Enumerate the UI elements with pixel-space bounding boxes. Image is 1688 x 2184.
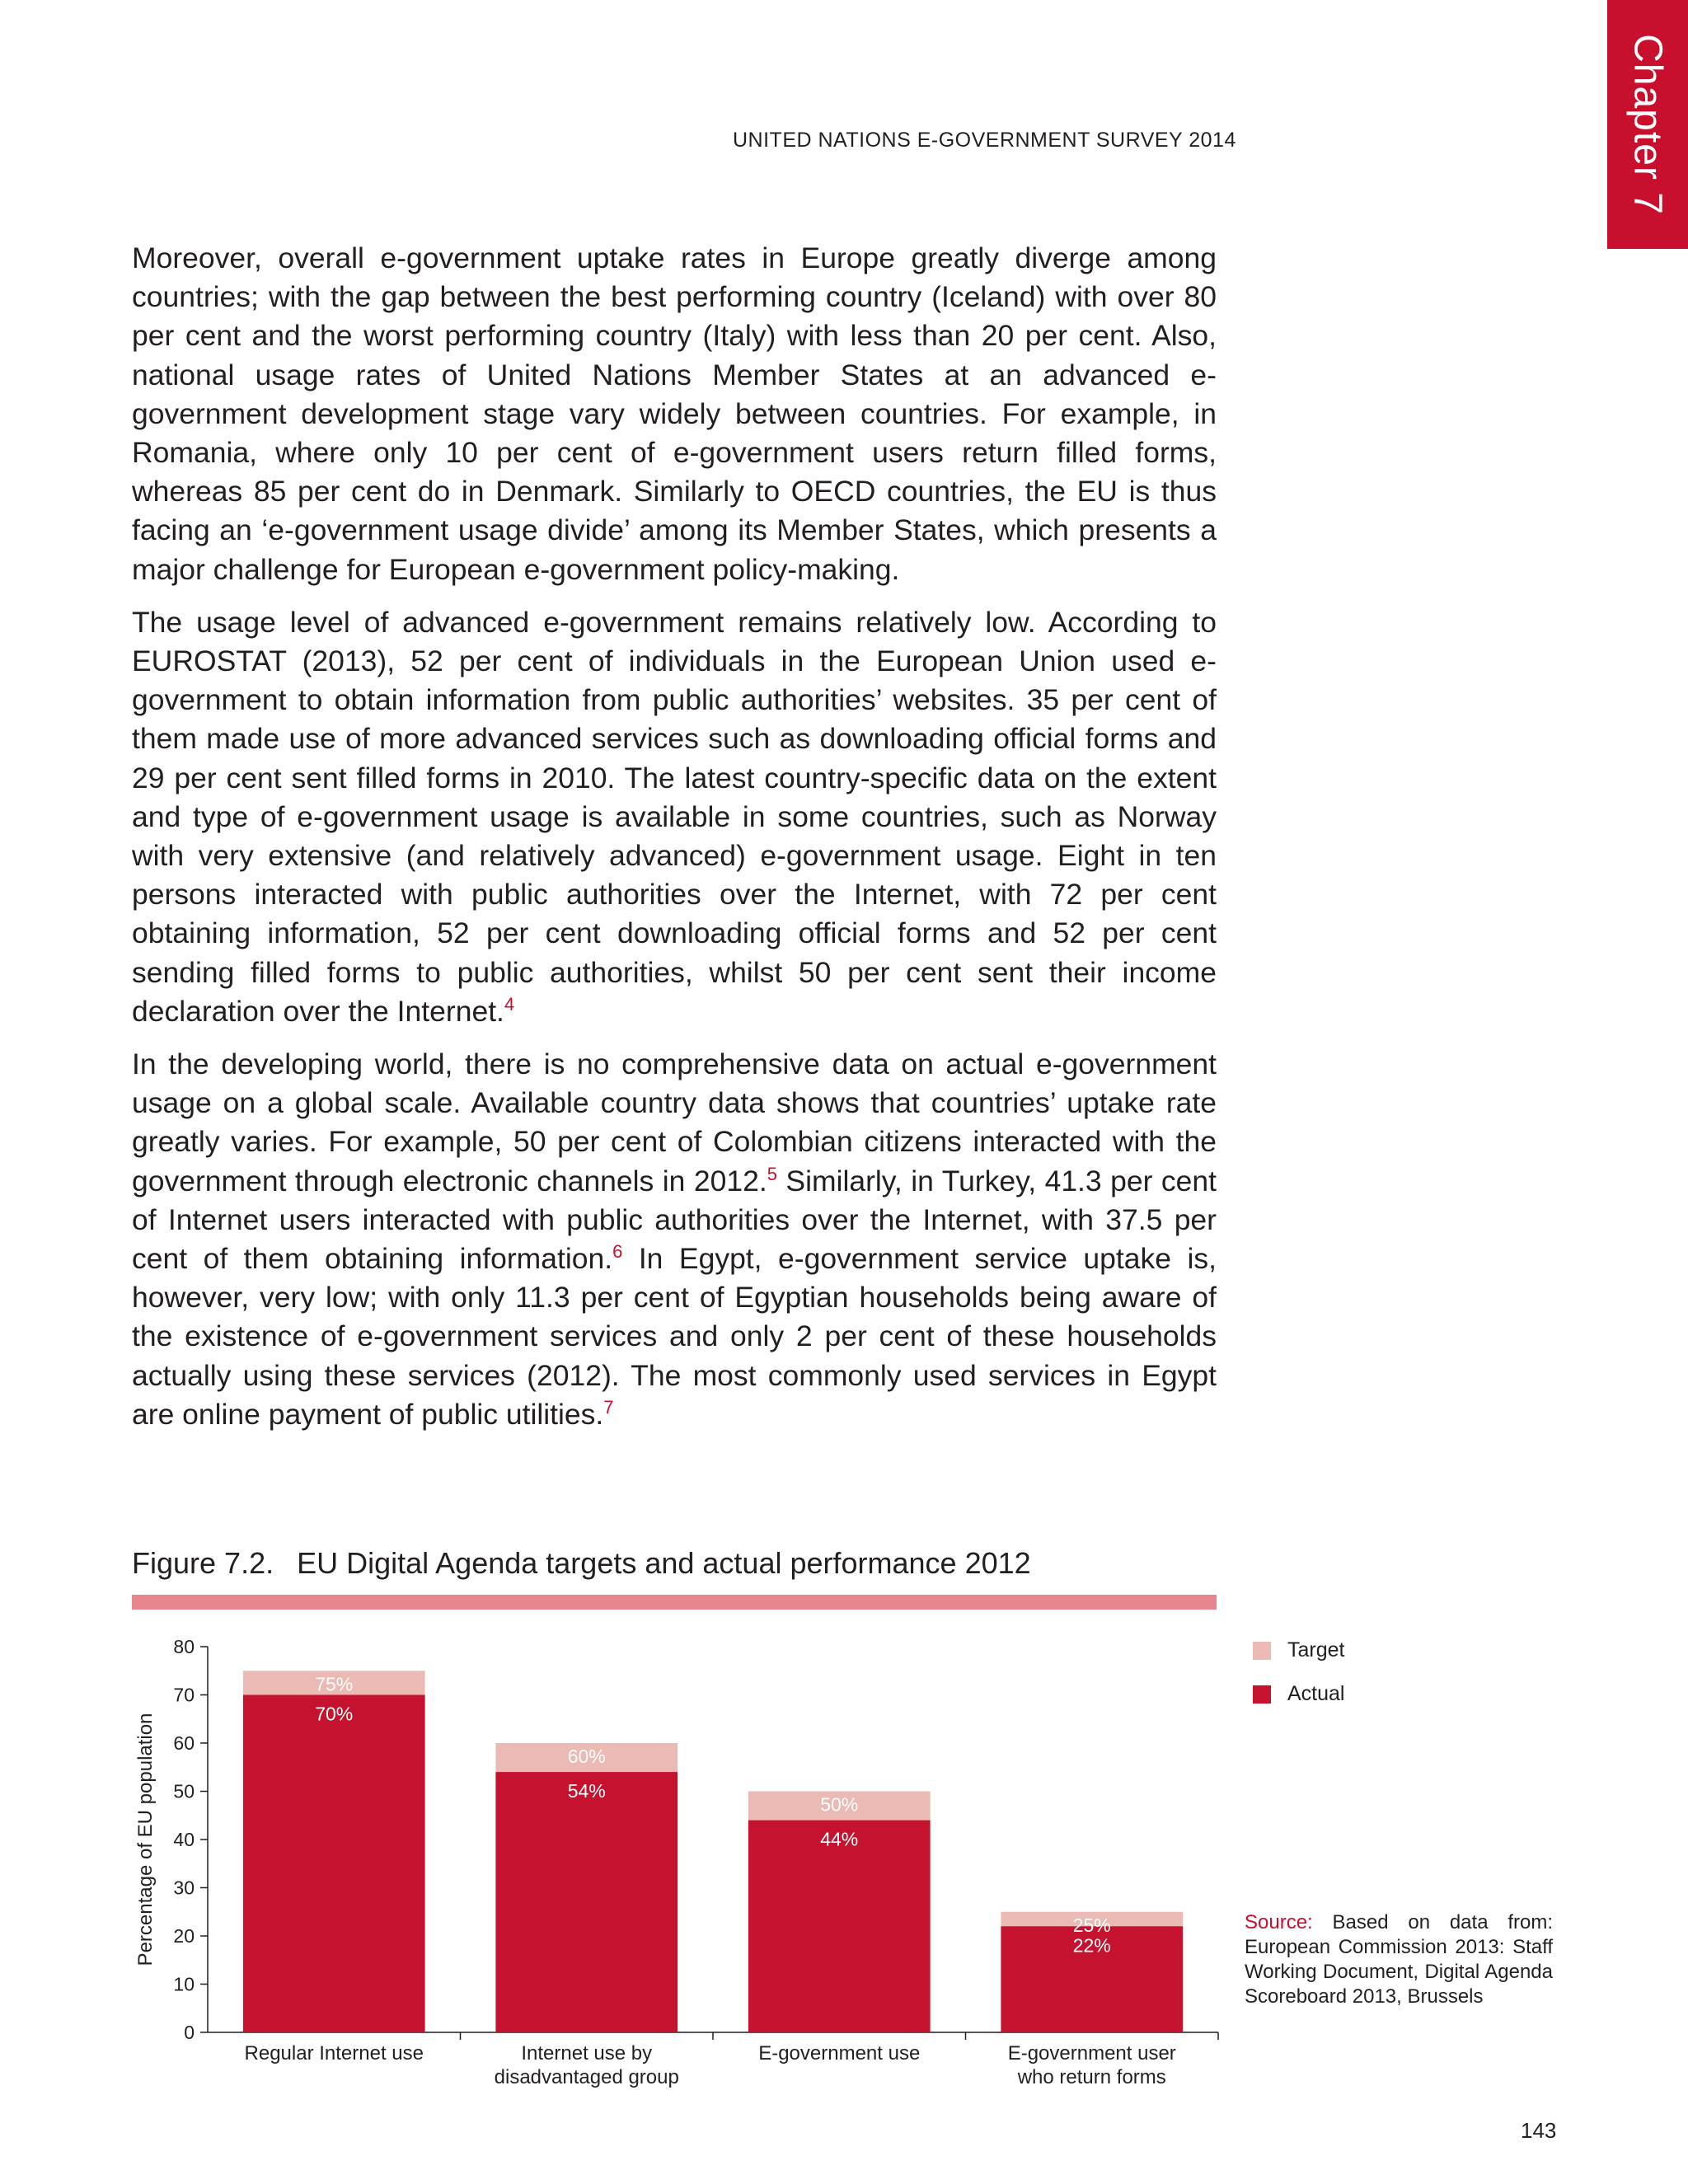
chapter-tab (1607, 0, 1688, 249)
footnote-ref-6: 6 (612, 1241, 623, 1263)
data-label-actual: 54% (567, 1780, 606, 1802)
chart-legend (1253, 1629, 1344, 1716)
paragraph-2 (132, 603, 1217, 1031)
legend-swatch (1253, 1642, 1271, 1660)
body-text (132, 239, 1217, 1448)
footnote-ref-5: 5 (767, 1163, 777, 1184)
x-tick-label: E-government use (758, 2042, 921, 2064)
data-label-target: 75% (315, 1673, 354, 1695)
y-tick-label: 30 (173, 1877, 195, 1899)
x-tick-label: who return forms (1017, 2066, 1166, 2088)
legend-item (1253, 1629, 1344, 1672)
data-label-actual: 44% (820, 1828, 859, 1850)
source-text: Based on data from: European Commission 2013: Staff Working Document, Digital Agenda Scoreboard 2013, Brussels (1245, 1911, 1553, 2008)
legend-label: Actual (1287, 1682, 1345, 1705)
legend-swatch (1253, 1685, 1271, 1704)
footnote-ref-7: 7 (603, 1397, 614, 1418)
paragraph-3-part-3: In Egypt, e-government service uptake is, however, very low; with only 11.3 per cent of Egyptian households being aware of the existence of e-government services and only 2 per cent of these households actually using these services (2012). The most commonly used services in Egypt are online payment of public utilities. (132, 1242, 1217, 1431)
y-tick-label: 20 (173, 1925, 195, 1947)
paragraph-1: Moreover, overall e-government uptake rates in Europe greatly diverge among countries; with the gap between the best performing country (Iceland) with over 80 per cent and the worst performing country (Italy) with less than 20 per cent. Also, national usage rates of United Nations Member States at an advanced e-government development stage vary widely between countries. For example, in Romania, where only 10 per cent of e-government users return filled forms, whereas 85 per cent do in Denmark. Similarly to OECD countries, the EU is thus facing an ‘e-government usage divide’ among its Member States, which presents a major challenge for European e-government policy-making. (132, 241, 1217, 586)
data-label-target: 50% (820, 1793, 859, 1816)
paragraph-2-text: The usage level of advanced e-government remains relatively low. According to EUROSTAT (2013), 52 per cent of individuals in the European Union used e-government to obtain information from public authorities’ websites. 35 per cent of them made use of more advanced services such as downloading official forms and 29 per cent sent filled forms in 2010. The latest country-specific data on the extent and type of e-government usage is available in some countries, such as Norway with very extensive (and relatively advanced) e-government usage. Eight in ten persons interacted with public authorities over the Internet, with 72 per cent obtaining information, 52 per cent downloading official forms and 52 per cent sending filled forms to public authorities, whilst 50 per cent sent their income declaration over the Internet. (132, 605, 1217, 1028)
paragraph-3 (132, 1045, 1217, 1434)
bar-actual (495, 1772, 678, 2032)
y-tick-label: 60 (173, 1732, 195, 1754)
bar-chart (132, 1615, 1228, 2093)
y-tick-label: 50 (173, 1780, 195, 1802)
page-number: 143 (1521, 2118, 1557, 2143)
bar-actual (243, 1695, 425, 2033)
y-axis-title: Percentage of EU population (134, 1713, 157, 1966)
figure-caption (132, 1546, 1031, 1581)
figure-number: Figure 7.2. (132, 1546, 274, 1580)
caption-rule (132, 1595, 1217, 1610)
paragraph-3-part-1: In the developing world, there is no comprehensive data on actual e-government usage on a global scale. Available country data shows that countries’ uptake rate greatly varies. For example, 50 per cent of Colombian citizens interacted with the government through electronic channels in 2012. (132, 1047, 1217, 1197)
footnote-ref-4: 4 (504, 994, 515, 1015)
data-label-actual: 22% (1072, 1934, 1111, 1957)
chapter-tab-label: Chapter 7 (1625, 34, 1670, 215)
source-label: Source: (1245, 1911, 1313, 1933)
y-tick-label: 70 (173, 1684, 195, 1706)
y-tick-label: 10 (173, 1973, 195, 1995)
y-tick-label: 80 (173, 1636, 195, 1657)
bar-actual (748, 1821, 931, 2032)
x-tick-label: Regular Internet use (244, 2042, 424, 2064)
x-tick-label: E-government user (1007, 2042, 1176, 2064)
legend-item (1253, 1672, 1344, 1716)
data-label-target: 25% (1072, 1914, 1111, 1936)
legend-label: Target (1287, 1638, 1345, 1661)
x-tick-label: Internet use by (521, 2042, 653, 2064)
y-tick-label: 0 (184, 2022, 195, 2043)
y-tick-label: 40 (173, 1829, 195, 1850)
data-label-target: 60% (567, 1746, 606, 1767)
running-head: UNITED NATIONS E-GOVERNMENT SURVEY 2014 (733, 129, 1236, 152)
paragraph-3-part-2: Similarly, in Turkey, 41.3 per cent of Internet users interacted with public authorities over the Internet, with 37.5 per cent of them obtaining information. (132, 1164, 1217, 1276)
figure-title: EU Digital Agenda targets and actual performance 2012 (297, 1546, 1031, 1580)
source-note (1245, 1910, 1553, 2009)
x-tick-label: disadvantaged group (494, 2066, 679, 2088)
data-label-actual: 70% (315, 1703, 354, 1725)
